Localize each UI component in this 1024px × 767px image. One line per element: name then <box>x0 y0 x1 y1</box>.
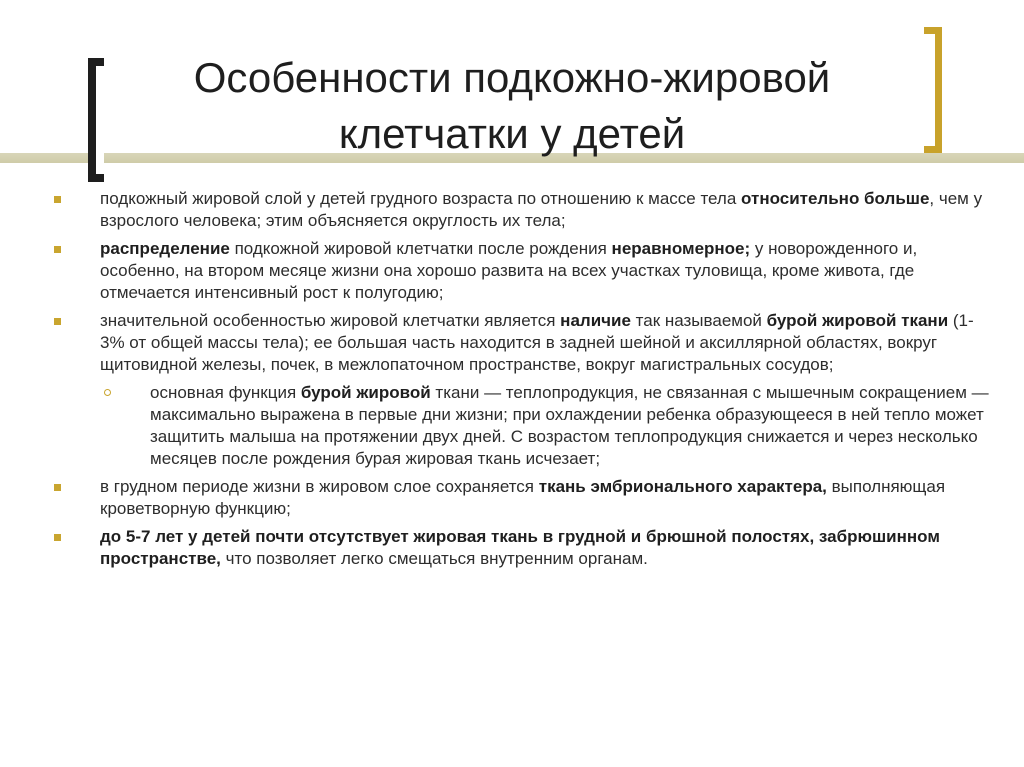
square-bullet-icon <box>54 534 61 541</box>
slide-title <box>108 50 916 162</box>
sub-list-item <box>48 382 993 470</box>
text: основная функция <box>150 383 301 402</box>
hollow-circle-bullet-icon <box>104 389 111 396</box>
bold-text: ткань эмбрионального характера, <box>538 477 827 496</box>
text: так называемой <box>630 311 767 330</box>
text: ткани — теплопродукция, не связанная с мышечным сокращением — максимально выражена в первые дни жизни; при охлаждении ребенка образующееся в ней тепло может защитить малыша на протяжении двух дней. С возрастом теплопродукция снижается и через несколько месяцев после рождения бурая жировая ткань исчезает; <box>150 383 989 468</box>
list-item <box>48 476 993 520</box>
square-bullet-icon <box>54 246 61 253</box>
text: выполняющая кроветворную функцию; <box>100 477 946 518</box>
text: (1-3% от общей массы тела); ее большая часть находится в задней шейной и аксиллярной областях, вокруг щитовидной железы, почек, в межлопаточном пространстве, вокруг магистральных сосудов; <box>100 311 974 374</box>
bold-text: наличие <box>560 311 631 330</box>
list-item <box>48 238 993 304</box>
list-item <box>48 188 993 232</box>
bold-text: бурой жировой ткани <box>766 311 949 330</box>
bold-text: относительно больше <box>741 189 930 208</box>
bold-text: бурой жировой <box>300 383 431 402</box>
square-bullet-icon <box>54 318 61 325</box>
text: подкожной жировой клетчатки после рождения <box>229 239 612 258</box>
list-item <box>48 526 993 570</box>
square-bullet-icon <box>54 196 61 203</box>
text: у новорожденного и, особенно, на втором месяце жизни она хорошо развита на всех участках туловища, кроме живота, где отмечается интенсивный рост к полугодию; <box>100 239 918 302</box>
text: подкожный жировой слой у детей грудного возраста по отношению к массе тела <box>100 189 742 208</box>
title-line-1: Особенности подкожно-жировой <box>193 54 831 101</box>
bold-text: распределение <box>100 239 230 258</box>
title-line-2: клетчатки у детей <box>338 110 686 157</box>
text: в грудном периоде жизни в жировом слое сохраняется <box>100 477 539 496</box>
square-bullet-icon <box>54 484 61 491</box>
bold-text: до 5-7 лет у детей почти отсутствует жировая ткань в грудной и брюшной полостях, забрюшинном пространстве, <box>100 527 940 568</box>
left-bracket-decoration <box>88 58 104 182</box>
list-item <box>48 310 993 376</box>
text: , чем у взрослого человека; этим объясняется округлость их тела; <box>100 189 983 230</box>
right-bracket-decoration <box>924 27 942 153</box>
text: значительной особенностью жировой клетчатки является <box>100 311 561 330</box>
text: что позволяет легко смещаться внутренним органам. <box>220 549 648 568</box>
bullet-list <box>48 188 993 576</box>
bold-text: неравномерное; <box>611 239 751 258</box>
